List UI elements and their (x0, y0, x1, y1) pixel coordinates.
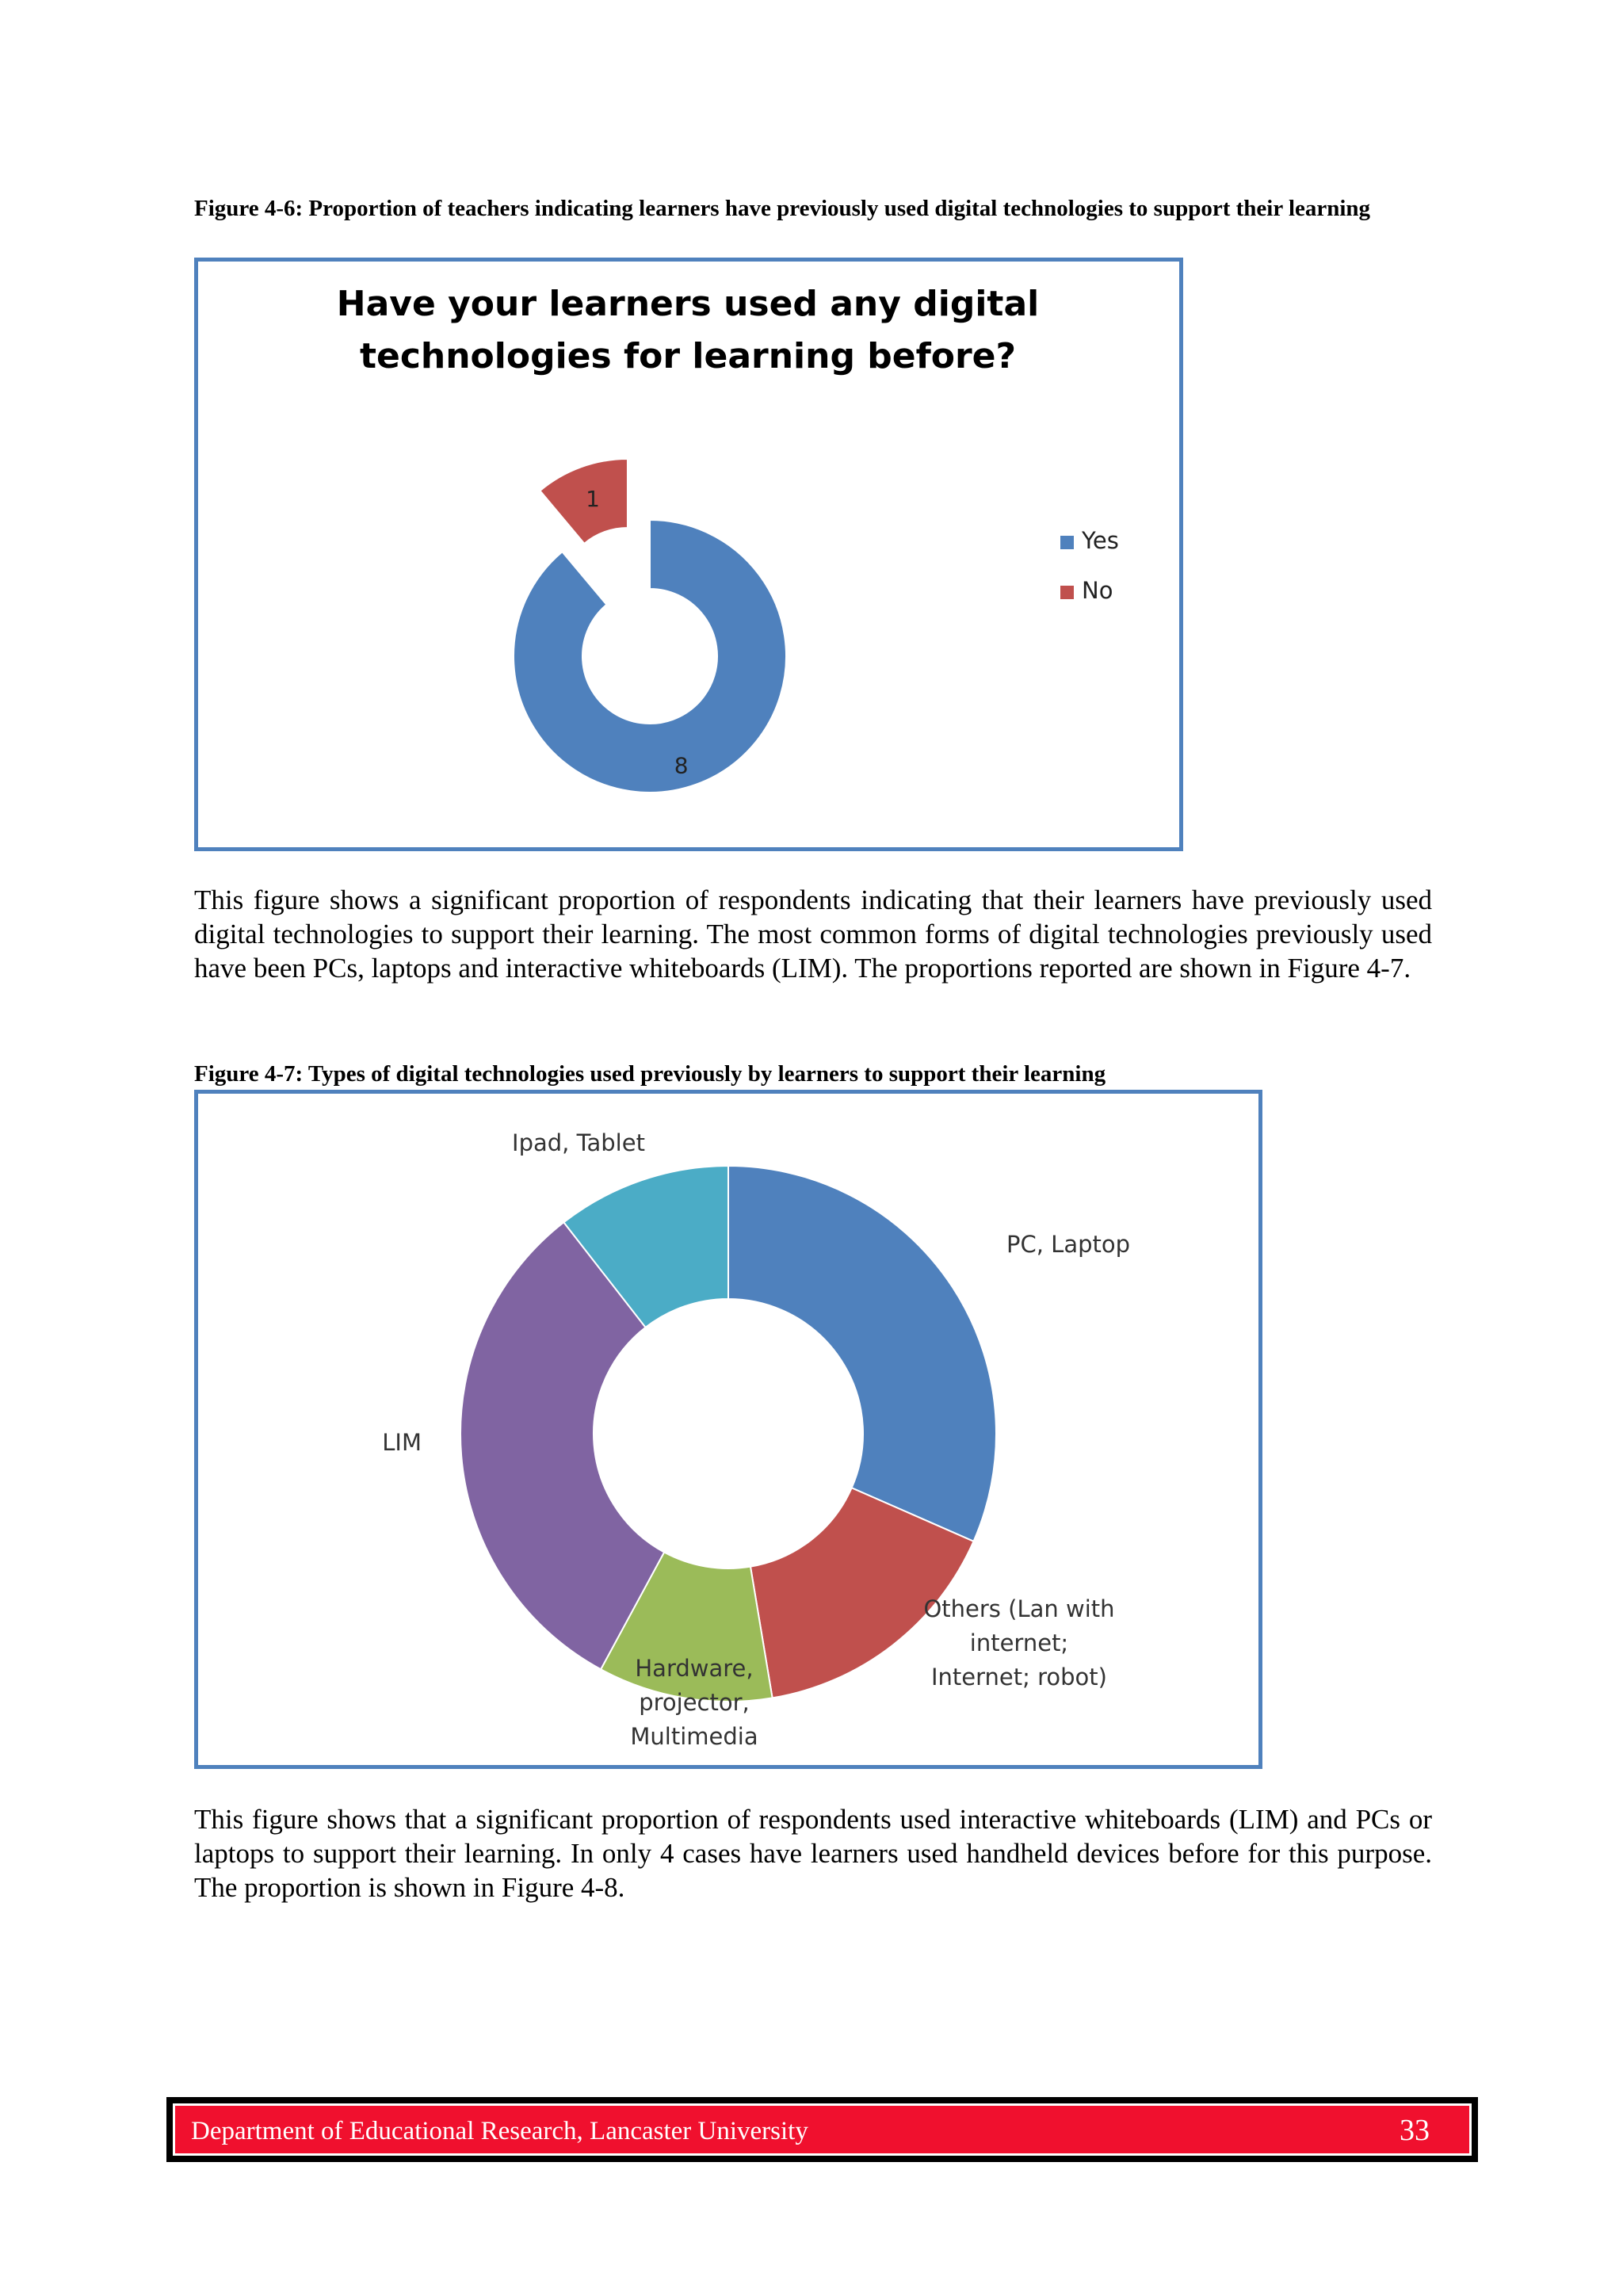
chart2-slice-1 (728, 1166, 996, 1541)
figure-4-6-caption: Figure 4-6: Proportion of teachers indicating learners have previously used digital technologies to support their learning (194, 196, 1371, 221)
chart1-title-line-2: technologies for learning before? (359, 336, 1017, 376)
chart1-slice-no (540, 459, 628, 544)
chart1-legend-label-yes: Yes (1082, 527, 1119, 554)
chart2-category-label-3-line-1: Hardware, (635, 1655, 754, 1682)
chart-types-of-digital-tech (194, 1090, 1262, 1769)
chart2-category-label-4-line-1: LIM (382, 1429, 422, 1456)
chart1-legend-swatch-no (1060, 586, 1074, 599)
figure-4-7-caption: Figure 4-7: Types of digital technologies used previously by learners to support their learning (194, 1061, 1106, 1087)
chart1-legend-swatch-yes (1060, 536, 1074, 549)
footer-department: Department of Educational Research, Lancaster University (191, 2117, 808, 2145)
chart1-svg (198, 262, 1179, 847)
chart2-category-label-5-line-1: Ipad, Tablet (512, 1129, 645, 1156)
footer-bar (173, 2103, 1472, 2156)
chart2-category-label-3-line-2: projector, (639, 1689, 750, 1716)
footer-page-number: 33 (1400, 2114, 1430, 2147)
chart1-legend-label-no: No (1082, 577, 1113, 604)
chart1-data-label-no: 1 (586, 486, 600, 513)
page-footer (166, 2097, 1478, 2162)
chart1-slice-yes (514, 520, 786, 793)
chart2-category-label-2-line-3: Internet; robot) (930, 1664, 1108, 1690)
chart2-category-label-2-line-1: Others (Lan with (923, 1595, 1115, 1622)
chart2-category-label-3-line-3: Multimedia (630, 1723, 758, 1750)
chart-learners-used-digital-tech (194, 258, 1183, 851)
chart1-data-label-yes: 8 (674, 752, 689, 779)
chart2-svg (198, 1094, 1258, 1765)
paragraph-1: This figure shows a significant proportion of respondents indicating that their learners have previously used digital technologies to support their learning. The most common forms of digital technologies previously used have been PCs, laptops and interactive whiteboards (LIM). The proportions reported are shown in Figure 4-7. (194, 884, 1432, 984)
paragraph-2: This figure shows that a significant proportion of respondents used interactive whiteboards (LIM) and PCs or laptops to support their learning. In only 4 cases have learners used handheld devices before for this purpose. The proportion is shown in Figure 4-8. (194, 1804, 1432, 1903)
chart2-category-label-2-line-2: internet; (969, 1629, 1069, 1656)
chart2-category-label-1-line-1: PC, Laptop (1006, 1231, 1131, 1258)
chart1-title-line-1: Have your learners used any digital (336, 284, 1040, 324)
